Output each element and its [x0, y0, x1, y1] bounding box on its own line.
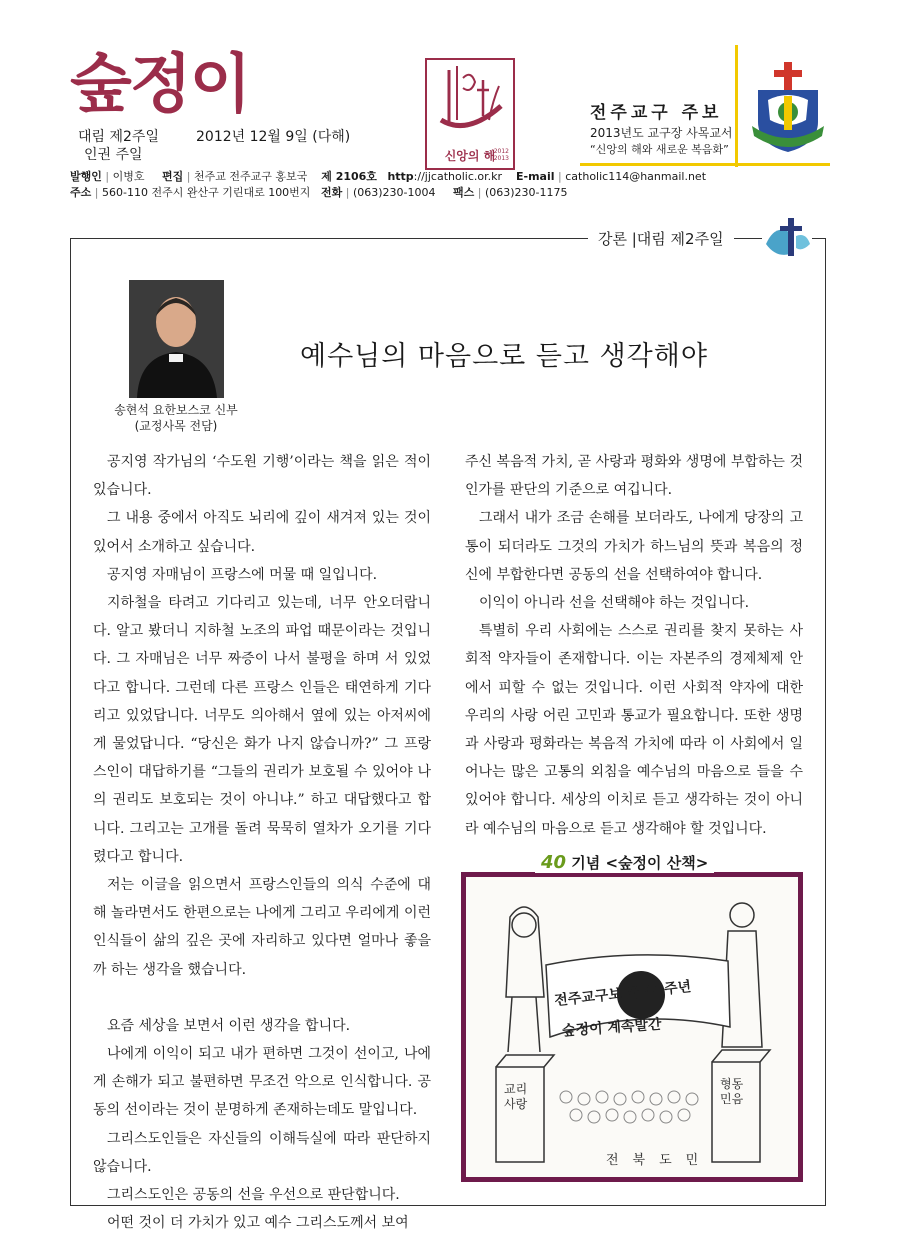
- crowd-text: 전북도민: [606, 1153, 713, 1168]
- cartoon-title-text: 기념 <숲정이 산책>: [571, 854, 709, 872]
- paragraph: 저는 이글을 읽으면서 프랑스인들의 의식 수준에 대해 놀라면서도 한편으로는 나에게 그리고 우리에게 이런 인식들이 삶의 깊은 곳에 자리하고 있다면 얼마나 좋을까 하는 생각을 했습니다.: [93, 877, 431, 978]
- web-label: http: [387, 170, 414, 183]
- editor-name: 천주교 전주교구 홍보국: [193, 170, 308, 183]
- left-pillar-text: 교리사랑: [504, 1082, 528, 1111]
- publisher-name: 이병호: [112, 170, 145, 183]
- publisher-info: 발행인 | 이병호 편집 | 천주교 전주교구 홍보국 제 2106호 http://jjcatholic.or.kr E-mail | catholic114@hanmail.net: [70, 170, 707, 183]
- issue-date: 2012년 12월 9일 (다해): [196, 129, 351, 145]
- cartoon-title: [535, 852, 714, 873]
- phone-label: 전화: [320, 186, 343, 199]
- paragraph: 그리스도인은 공동의 선을 우선으로 판단합니다.: [107, 1187, 400, 1204]
- issue-number: 제 2106호: [321, 170, 377, 183]
- pastoral-letter-theme: “신앙의 해와 새로운 복음화”: [590, 143, 729, 156]
- cross-bird-icon: [762, 214, 812, 260]
- publisher-label: 발행인: [70, 170, 102, 183]
- weekly-title: 전주교구 주보: [590, 103, 723, 123]
- paragraph: 공지영 작가님의 ‘수도원 기행’이라는 책을 읽은 적이 있습니다.: [93, 454, 431, 499]
- email-link[interactable]: catholic114@hanmail.net: [565, 170, 707, 183]
- paragraph: 어떤 것이 더 가치가 있고 예수 그리스도께서 보여: [107, 1215, 409, 1232]
- article-column-left: [93, 448, 431, 1237]
- paragraph: 요즘 세상을 보면서 이런 생각을 합니다.: [107, 1017, 351, 1034]
- paragraph: 주신 복음적 가치, 곧 사랑과 평화와 생명에 부합하는 것인가를 판단의 기준으로 여깁니다.: [465, 454, 803, 499]
- cartoon-frame: [461, 872, 803, 1182]
- editor-label: 편집: [161, 170, 184, 183]
- paragraph-gap: [93, 984, 431, 1012]
- paragraph: 공지영 자매님이 프랑스에 머물 때 일입니다.: [107, 566, 378, 583]
- banner-line-2: 숲정이 계속발간: [561, 1016, 663, 1040]
- year-start: 2012: [493, 148, 509, 155]
- paragraph: 특별히 우리 사회에는 스스로 권리를 찾지 못하는 사회적 약자들이 존재합니다. 이는 자본주의 경제체제 안에서 피할 수 없는 것입니다. 이런 사회적 약자에 대한 우리의 사랑 어린 고민과 통교가 필요합니다. 또한 생명과 사랑과 평화라는 복음적 가치에 따라 이 사회에서 일어나는 많은 고통의 외침을 예수님의 마음으로 들을 수 있어야 합니다. 세상의 이치로 듣고 생각하는 것이 아니라 예수님의 마음으로 듣고 생각해야 할 것입니다.: [465, 623, 803, 837]
- section-label: 강론 |대림 제2주일: [588, 228, 734, 249]
- paragraph: 나에게 이익이 되고 내가 편하면 그것이 선이고, 나에게 손해가 되고 불편하면 무조건 악으로 인식합니다. 공동의 선이라는 것이 분명하게 존재하는데도 말입니다.: [93, 1046, 431, 1119]
- author-role: (교정사목 전담): [134, 419, 218, 433]
- phone-number: (063)230-1004: [352, 186, 436, 199]
- address-label: 주소: [70, 186, 92, 199]
- paragraph: 그리스도인들은 자신들의 이해득실에 따라 판단하지 않습니다.: [93, 1130, 431, 1175]
- banner-line-1: 전주교구보 축 40주년: [553, 978, 693, 1010]
- article-headline: 예수님의 마음으로 듣고 생각해야: [300, 341, 708, 372]
- pastoral-letter-label: 2013년도 교구장 사목교서: [590, 126, 733, 140]
- fax-label: 팩스: [452, 186, 475, 199]
- fax-number: (063)230-1175: [484, 186, 568, 199]
- divider-vertical: [735, 45, 738, 167]
- address-text: 560-110 전주시 완산구 기린대로 100번지: [101, 186, 311, 199]
- right-pillar-text: 형동민음: [720, 1077, 744, 1106]
- diocese-emblem-icon: [748, 60, 828, 155]
- year-of-faith-caption: 신앙의 해: [444, 149, 496, 163]
- address-info: 주소 | 560-110 전주시 완산구 기린대로 100번지 전화 | (063)230-1004 팩스 | (063)230-1175: [70, 186, 568, 199]
- year-of-faith-years: [494, 148, 509, 162]
- author-name: 송현석 요한보스코 신부: [114, 403, 238, 417]
- paragraph: 그래서 내가 조금 손해를 보더라도, 나에게 당장의 고통이 되더라도 그것의 가치가 하느님의 뜻과 복음의 정신에 부합한다면 공동의 선을 선택하여야 합니다.: [465, 510, 803, 583]
- email-label: E-mail: [516, 170, 555, 183]
- website-link[interactable]: //jjcatholic.or.kr: [417, 170, 503, 183]
- paragraph: 그 내용 중에서 아직도 뇌리에 깊이 새겨져 있는 것이 있어서 소개하고 싶습니다.: [93, 510, 431, 555]
- article-column-right: [465, 448, 803, 843]
- liturgical-sunday: 대림 제2주일: [78, 129, 159, 145]
- year-end: 2013: [493, 155, 509, 162]
- masthead-title: 숲정이: [70, 47, 250, 122]
- paragraph: 이익이 아니라 선을 선택해야 하는 것입니다.: [479, 595, 750, 612]
- paragraph: 지하철을 타려고 기다리고 있는데, 너무 안오더랍니다. 알고 봤더니 지하철 노조의 파업 때문이라는 것입니다. 그 자매님은 너무 짜증이 나서 불평을 하며 서 있었다고 합니다. 그런데 다른 프랑스 인들은 태연하게 기다리고 있었답니다. 너무도 의아해서 옆에 있는 아저씨에게 물었답니다. “당신은 화가 나지 않습니까?” 그 프랑스인이 대답하기를 “그들의 권리가 보호될 수 있어야 나의 권리도 보호되는 것이 아니냐.” 하고 대답했다고 합니다. 그리고는 고개를 돌려 묵묵히 열차가 오기를 기다렸다고 합니다.: [93, 595, 431, 865]
- masthead-date: [78, 128, 350, 164]
- divider-horizontal: [580, 163, 830, 166]
- anniversary-number: 40: [541, 852, 567, 873]
- year-of-faith-emblem-icon: [427, 60, 513, 144]
- year-of-faith-logo: [425, 58, 515, 170]
- author-photo: [129, 280, 224, 398]
- photo-caption: [96, 402, 256, 434]
- sunday-theme: 인권 주일: [84, 147, 143, 163]
